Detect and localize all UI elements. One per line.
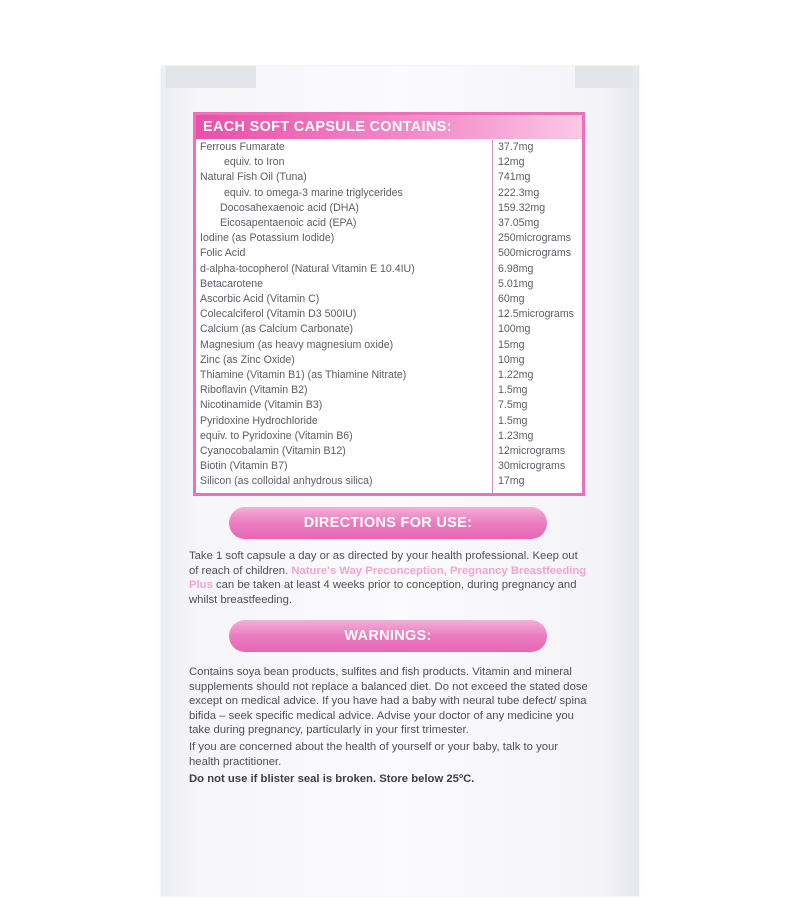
warnings-paragraph-2: If you are concerned about the health of yourself or your baby, talk to your health practitioner. [189,740,559,768]
nutrient-amount: 1.23mg [498,429,534,442]
nutrient-name: Pyridoxine Hydrochloride [196,414,493,429]
nutrient-amount: 7.5mg [498,399,528,412]
nutrient-name: Biotin (Vitamin B7) [196,459,493,474]
nutrient-amount: 222.3mg [498,186,540,199]
nutrient-amount: 1.22mg [498,369,534,382]
nutrient-amount: 37.7mg [498,141,534,153]
nutrient-name: Zinc (as Zinc Oxide) [196,353,493,368]
nutrient-row [196,322,582,337]
nutrient-amount: 5.01mg [498,277,534,290]
nutrient-amount: 250micrograms [498,232,572,245]
nutrient-amount: 159.32mg [498,201,546,214]
nutrient-row [196,292,582,307]
box-flap-left [166,66,256,88]
nutrient-row [196,170,582,185]
nutrient-row [196,338,582,353]
nutrient-row [196,246,582,261]
warnings-paragraph-3: Do not use if blister seal is broken. Store below 25ºC. [189,773,475,786]
nutrient-table [196,140,582,494]
nutrient-amount: 12.5micrograms [498,308,574,321]
nutrient-amount: 500micrograms [498,247,572,260]
nutrient-name: Cyanocobalamin (Vitamin B12) [196,444,493,459]
nutrient-amount: 12micrograms [498,445,566,458]
nutrient-row [196,444,582,459]
box-flap-right [575,66,633,88]
directions-text-before: Take 1 soft capsule a day or as directed by your health professional. Keep out of reach of children. [189,550,578,577]
nutrient-row [196,216,582,231]
nutrient-amount: 100mg [498,323,531,336]
nutrient-name: equiv. to omega-3 marine triglycerides [196,186,493,201]
nutrient-row [196,353,582,368]
nutrient-name: Natural Fish Oil (Tuna) [196,170,493,185]
nutrient-amount: 15mg [498,338,525,351]
nutrient-amount: 30micrograms [498,460,566,473]
nutrient-row [196,155,582,170]
nutrient-name: Ascorbic Acid (Vitamin C) [196,292,493,307]
nutrient-name: Eicosapentaenoic acid (EPA) [196,216,493,231]
nutrient-row [196,474,582,493]
nutrient-amount: 10mg [498,353,525,366]
nutrient-row [196,307,582,322]
nutrient-row [196,383,582,398]
warnings-title: WARNINGS: [229,620,547,652]
nutrient-name: equiv. to Pyridoxine (Vitamin B6) [196,429,493,444]
directions-text-after: can be taken at least 4 weeks prior to conception, during pregnancy and whilst breastfeeding. [189,579,577,606]
nutrient-row [196,201,582,216]
nutrient-name: Thiamine (Vitamin B1) (as Thiamine Nitrate) [196,368,493,383]
capsule-contents-panel [193,112,585,496]
nutrient-name: Nicotinamide (Vitamin B3) [196,398,493,413]
nutrient-row [196,368,582,383]
nutrient-row [196,459,582,474]
nutrient-name: d-alpha-tocopherol (Natural Vitamin E 10.4IU) [196,262,493,277]
nutrient-row [196,186,582,201]
nutrient-name: Colecalciferol (Vitamin D3 500IU) [196,307,493,322]
warnings-text [189,665,589,787]
nutrient-amount: 6.98mg [498,262,534,275]
nutrient-amount: 17mg [498,475,525,488]
nutrient-amount: 12mg [498,156,525,169]
directions-title: DIRECTIONS FOR USE: [229,507,547,539]
nutrient-amount: 1.5mg [498,384,528,397]
directions-brand: Nature's Way Preconception, Pregnancy Breastfeeding Plus [189,564,587,592]
nutrient-name: Ferrous Fumarate [196,140,493,155]
nutrient-name: Silicon (as colloidal anhydrous silica) [196,474,493,493]
nutrient-name: Magnesium (as heavy magnesium oxide) [196,338,493,353]
nutrient-row [196,277,582,292]
nutrient-name: equiv. to Iron [196,155,493,170]
capsule-contents-title: EACH SOFT CAPSULE CONTAINS: [196,115,582,139]
nutrient-row [196,398,582,413]
nutrient-amount: 1.5mg [498,414,528,427]
nutrient-row [196,231,582,246]
nutrient-name: Riboflavin (Vitamin B2) [196,383,493,398]
nutrient-name: Calcium (as Calcium Carbonate) [196,322,493,337]
nutrient-amount: 37.05mg [498,217,540,230]
nutrient-row [196,140,582,155]
nutrient-name: Docosahexaenoic acid (DHA) [196,201,493,216]
nutrient-name: Iodine (as Potassium Iodide) [196,231,493,246]
directions-text [189,549,589,607]
nutrient-name: Folic Acid [196,246,493,261]
nutrient-row [196,414,582,429]
nutrient-amount: 60mg [498,293,525,306]
nutrient-amount: 741mg [498,171,531,184]
nutrient-row [196,262,582,277]
warnings-paragraph-1: Contains soya bean products, sulfites and fish products. Vitamin and mineral supplements should not replace a balanced diet. Do not exceed the stated dose except on medical advice. If you have had a baby with neural tube defect/ spina bifida – seek specific medical advice. Advise your doctor of any medicine you take during pregnancy, particularly in your first trimester. [189,666,588,737]
nutrient-name: Betacarotene [196,277,493,292]
nutrient-row [196,429,582,444]
